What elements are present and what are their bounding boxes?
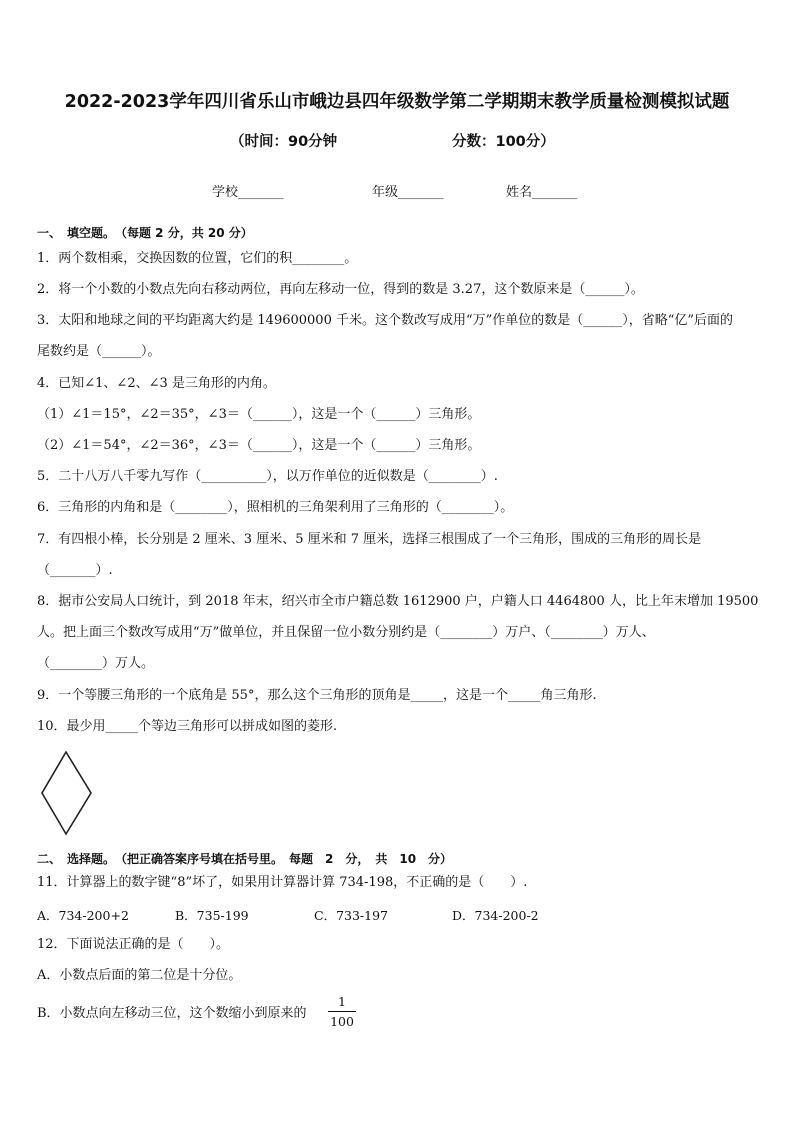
fraction-bar: [328, 1011, 356, 1012]
section-heading-choice: 二、 选择题。 （把正确答案序号填在括号里。 每题 2 分， 共 10 分）: [37, 852, 453, 866]
exam-title: 2022-2023学年四川省乐山市峨边县四年级数学第二学期期末教学质量检测模拟试题: [64, 92, 730, 112]
question-line: （________）万人。: [37, 656, 155, 671]
question-line: 尾数约是（______）。: [37, 344, 161, 359]
school-field: 学校_______: [212, 185, 284, 200]
question-line: 人。把上面三个数改写成用“万”做单位，并且保留一位小数分别约是（________）万户、（________）万人、: [37, 625, 655, 640]
question-line: （1）∠1＝15°，∠2＝35°，∠3＝（______），这是一个（______）三角形。: [37, 407, 481, 422]
grade-field: 年级_______: [372, 185, 444, 200]
question-line: 9．一个等腰三角形的一个底角是 55°，那么这个三角形的顶角是_____，这是一个_____角三角形.: [37, 688, 597, 703]
question-line: 3．太阳和地球之间的平均距离大约是 149600000 千米。这个数改写成用“万”作单位的数是（______），省略“亿”后面的: [37, 313, 734, 328]
option-b: B．735-199: [175, 908, 249, 923]
name-field: 姓名_______: [506, 185, 578, 200]
section-heading-fill-in: 一、 填空题。 （每题 2 分，共 20 分）: [37, 226, 253, 240]
question-line: 7．有四根小棒，长分别是 2 厘米、3 厘米、5 厘米和 7 厘米，选择三根围成了一个三角形，围成的三角形的周长是: [37, 532, 702, 547]
question-line: 2．将一个小数的小数点先向右移动两位，再向左移动一位，得到的数是 3.27，这个数原来是（______）。: [37, 282, 644, 297]
option-c: C．733-197: [314, 908, 389, 923]
exam-time: （时间：90分钟: [230, 134, 338, 150]
question-line: 8．据市公安局人口统计，到 2018 年末，绍兴市全市户籍总数 1612900 户，户籍人口 4464800 人，比上年末增加 19500: [37, 594, 759, 609]
fraction: [328, 994, 356, 1029]
question-line: （2）∠1＝54°，∠2＝36°，∠3＝（______），这是一个（______）三角形。: [37, 438, 481, 453]
question-line: 1．两个数相乘，交换因数的位置，它们的积________。: [37, 251, 358, 266]
question-line: 10．最少用_____个等边三角形可以拼成如图的菱形.: [37, 719, 338, 734]
option-b: B．小数点向左移动三位，这个数缩小到原来的: [37, 1006, 307, 1021]
fraction-numerator: 1: [338, 994, 346, 1009]
question-line: 12．下面说法正确的是（ ）。: [37, 937, 230, 952]
question-line: 11．计算器上的数字键“8”坏了，如果用计算器计算 734-198，不正确的是（ ）.: [37, 875, 528, 890]
option-a: A．734-200+2: [37, 908, 129, 923]
question-line: 4．已知∠1、∠2、∠3 是三角形的内角。: [37, 376, 276, 391]
fraction-denominator: 100: [330, 1014, 354, 1029]
question-line: 6．三角形的内角和是（________），照相机的三角架利用了三角形的（________）。: [37, 500, 514, 515]
option-a: A．小数点后面的第二位是十分位。: [37, 968, 242, 983]
question-line: 5．二十八万八千零九写作（__________），以万作单位的近似数是（________）.: [37, 469, 498, 484]
question-line: （_______）.: [37, 563, 113, 578]
rhombus-figure: [38, 748, 94, 838]
option-d: D．734-200-2: [452, 908, 539, 923]
exam-score: 分数：100分）: [452, 134, 555, 150]
